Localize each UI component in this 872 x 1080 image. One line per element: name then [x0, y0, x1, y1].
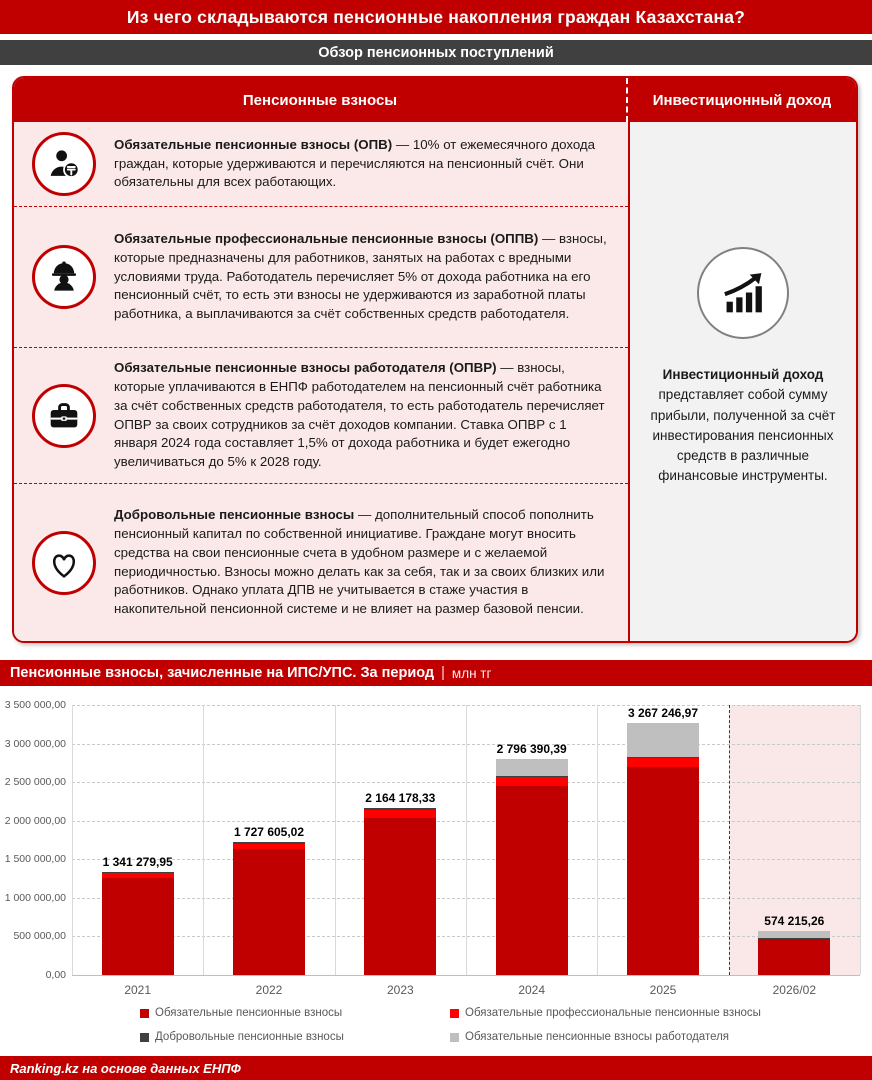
y-axis-tick-label: 500 000,00	[13, 930, 66, 943]
bar-total-label: 1 727 605,02	[233, 824, 305, 839]
legend-swatch	[450, 1033, 459, 1042]
legend-label: Добровольные пенсионные взносы	[155, 1031, 344, 1043]
y-axis-tick-label: 2 500 000,00	[4, 776, 66, 789]
legend-label: Обязательные пенсионные взносы	[155, 1007, 343, 1019]
list-item-dpv	[14, 484, 628, 641]
x-axis-tick-label: 2022	[255, 983, 283, 997]
legend-label: Обязательные профессиональные пенсионные взносы	[465, 1007, 761, 1019]
contributions-column	[14, 122, 628, 643]
gridline	[72, 975, 860, 976]
chart-legend	[0, 1002, 872, 1052]
bar-total-label: 574 215,26	[764, 913, 825, 928]
list-item-opv	[14, 122, 628, 207]
x-axis-tick-label: 2021	[124, 983, 152, 997]
bar-segment-1	[364, 818, 436, 975]
legend-item	[140, 1007, 342, 1019]
bar-segment-1	[233, 849, 305, 975]
legend-label: Обязательные пенсионные взносы работодателя	[465, 1031, 730, 1043]
bar-segment-2	[496, 777, 568, 786]
investment-income-column	[628, 122, 856, 643]
vertical-gridline	[335, 705, 336, 975]
legend-swatch	[140, 1009, 149, 1018]
opvr-description: Обязательные пенсионные взносы работодателя (ОПВР) — взносы, которые уплачиваются в ЕНПФ работодателем на пенсионный счёт работника за счёт собственных средств работодателя, то есть работодатель перечисляет ОПВР за своих сотрудников за счёт доходов компании. Ставка ОПВР с 1 января 2024 года составляет 1,5% от дохода работника и будет ежегодно увеличиваться до 5% к 2028 году.	[114, 359, 605, 470]
y-axis-tick-label: 0,00	[45, 969, 66, 981]
dpv-description: Добровольные пенсионные взносы — дополнительный способ пополнить пенсионный капитал по собственной инициативе. Граждане могут вносить средства на свои пенсионные счета в удобном размере и с желаемой периодичностью. Взносы можно делать как за себя, так и за своих близких или работников. Однако уплата ДПВ не учитывается в стаже участия в накопительной пенсионной системе и не влияет на размер базовой пенсии.	[114, 506, 605, 617]
y-axis-tick-label: 2 000 000,00	[4, 814, 66, 827]
y-axis-tick-label: 1 500 000,00	[4, 853, 66, 866]
y-axis-tick-label: 1 000 000,00	[4, 891, 66, 904]
source-attribution: Ranking.kz на основе данных ЕНПФ	[0, 1056, 872, 1080]
y-axis-tick-label: 3 500 000,00	[4, 699, 66, 711]
page-title: Из чего складываются пенсионные накопления граждан Казахстана?	[0, 0, 872, 34]
bar-segment-1	[627, 767, 699, 975]
bar-segment-2	[233, 844, 305, 850]
hard-hat-worker-icon	[32, 245, 96, 309]
chart-title: Пенсионные взносы, зачисленные на ИПС/УПС. За период	[10, 665, 435, 681]
legend-item	[450, 1007, 761, 1019]
x-axis-tick-label: 2026/02	[772, 983, 817, 997]
investment-income-description: Инвестиционный доход представляет собой сумму прибыли, полученной за счёт инвестирования пенсионных средств в различные финансовые инструменты.	[650, 367, 836, 484]
vertical-gridline	[203, 705, 204, 975]
bar-segment-3	[758, 938, 830, 939]
legend-swatch	[140, 1033, 149, 1042]
heart-icon	[32, 531, 96, 595]
bar-total-label: 2 796 390,39	[496, 742, 567, 757]
card-body	[14, 122, 856, 643]
card-header-investment-income: Инвестиционный доход	[652, 91, 832, 109]
growth-chart-icon	[697, 247, 789, 339]
bar-segment-2	[364, 810, 436, 818]
bar-total-label: 3 267 246,97	[627, 705, 699, 720]
bar-segment-2	[627, 758, 699, 767]
bar-segment-1	[758, 939, 830, 975]
card-header-contributions: Пенсионные взносы	[14, 78, 628, 122]
bar-segment-4	[496, 759, 568, 776]
x-axis-tick-label: 2023	[386, 983, 414, 997]
bar-segment-2	[102, 873, 174, 877]
oppv-description: Обязательные профессиональные пенсионные взносы (ОППВ) — взносы, которые предназначены для работников, занятых на работах с вредными условиями труда. Работодатель перечисляет 5% от дохода работника на его пенсионный счёт, то есть эти взносы не удерживаются из заработной платы работника, а выплачиваются за счёт собственных средств работодателя.	[114, 230, 607, 322]
stacked-bar-chart	[0, 690, 872, 1000]
forecast-divider-line	[729, 705, 730, 975]
list-item-oppv	[14, 207, 628, 348]
chart-title-separator: |	[441, 665, 445, 681]
legend-item	[450, 1031, 729, 1043]
bar-total-label: 1 341 279,95	[102, 854, 173, 869]
bar-segment-1	[496, 786, 568, 975]
section-subtitle: Обзор пенсионных поступлений	[0, 40, 872, 65]
pension-overview-card	[12, 76, 858, 643]
vertical-gridline	[72, 705, 73, 975]
bar-segment-4	[627, 723, 699, 757]
card-header	[14, 78, 856, 122]
bar-total-label: 2 164 178,33	[365, 791, 436, 806]
x-axis-tick-label: 2025	[649, 983, 677, 997]
x-axis-tick-label: 2024	[518, 983, 546, 997]
briefcase-icon	[32, 384, 96, 448]
bar-segment-3	[364, 808, 436, 810]
bar-segment-3	[233, 842, 305, 844]
legend-swatch	[450, 1009, 459, 1018]
opv-description: Обязательные пенсионные взносы (ОПВ) — 10% от ежемесячного дохода граждан, которые удерживаются и перечисляются на пенсионный счёт. Они обязательны для всех работающих.	[114, 136, 596, 190]
y-axis-tick-label: 3 000 000,00	[4, 737, 66, 750]
chart-title-bar	[0, 660, 872, 686]
chart-title-unit: млн тг	[451, 665, 492, 681]
list-item-opvr	[14, 348, 628, 484]
bar-segment-1	[102, 878, 174, 975]
vertical-gridline	[860, 705, 861, 975]
bar-segment-3	[496, 776, 568, 777]
bar-segment-3	[627, 757, 699, 758]
person-tenge-icon	[32, 132, 96, 196]
legend-item	[140, 1031, 344, 1043]
bar-segment-3	[102, 872, 174, 874]
bar-segment-4	[758, 931, 830, 938]
